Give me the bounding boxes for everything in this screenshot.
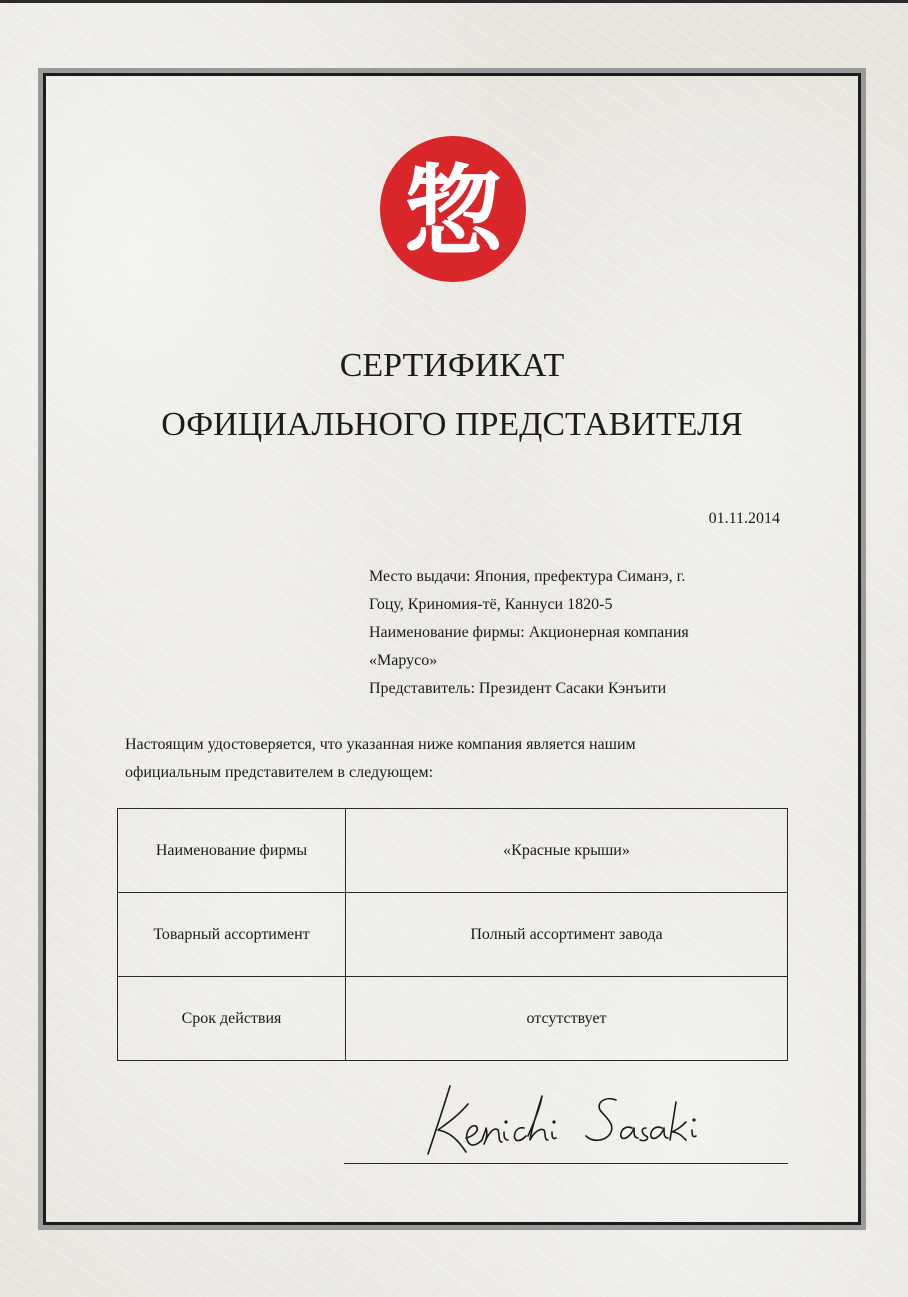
issuer-line: Место выдачи: Япония, префектура Симанэ, г. [369, 568, 686, 585]
row-value: «Красные крыши» [346, 809, 788, 893]
issuer-line: Гоцу, Криномия-тё, Каннуси 1820-5 [369, 596, 613, 613]
row-label: Наименование фирмы [118, 809, 346, 893]
statement-line: Настоящим удостоверяется, что указанная ниже компания является нашим [125, 736, 636, 753]
row-value: Полный ассортимент завода [346, 893, 788, 977]
issuer-line: Наименование фирмы: Акционерная компания [369, 624, 689, 641]
issuer-line: Представитель: Президент Сасаки Кэнъити [369, 680, 667, 697]
details-table [117, 808, 788, 1061]
issuer-line: «Марусо» [369, 652, 438, 669]
statement-line: официальным представителем в следующем: [125, 764, 434, 781]
company-seal-logo [380, 136, 526, 282]
certificate-title-line-1: СЕРТИФИКАТ [339, 347, 565, 384]
row-value: отсутствует [346, 977, 788, 1061]
top-edge-line [0, 0, 908, 3]
seal-glyph: 惣 [403, 155, 503, 269]
issue-date: 01.11.2014 [708, 510, 780, 527]
table-row [118, 809, 788, 893]
table-row [118, 977, 788, 1061]
row-label: Срок действия [118, 977, 346, 1061]
certificate-title-line-2: ОФИЦИАЛЬНОГО ПРЕДСТАВИТЕЛЯ [161, 406, 743, 443]
handwritten-signature [420, 1078, 720, 1160]
row-label: Товарный ассортимент [118, 893, 346, 977]
signature-line [344, 1163, 788, 1164]
statement-text [125, 731, 636, 787]
issuer-info [369, 563, 779, 703]
table-row [118, 893, 788, 977]
